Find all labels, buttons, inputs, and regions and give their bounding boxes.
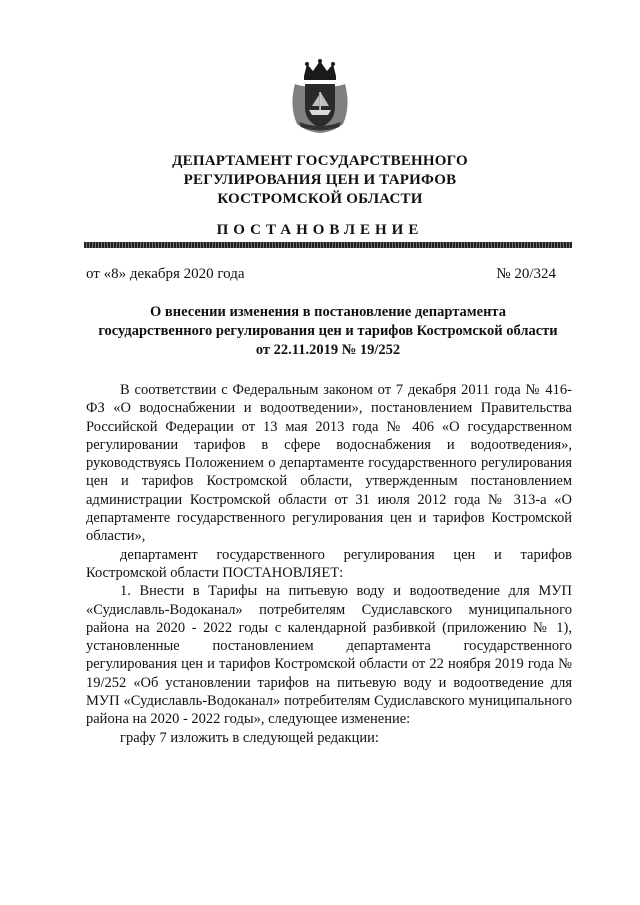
document-title-line-2: государственного регулирования цен и тарифов Костромской области <box>98 323 558 339</box>
document-title <box>84 303 572 360</box>
document-title-line-1: О внесении изменения в постановление департамента <box>150 304 506 320</box>
document-number: № 20/324 <box>496 266 556 282</box>
document-body <box>86 381 572 747</box>
document-title-line-3: от 22.11.2019 № 19/252 <box>255 342 401 358</box>
kostroma-coat-of-arms-icon <box>287 58 353 134</box>
document-date: от «8» декабря 2020 года <box>86 266 245 282</box>
document-type: ПОСТАНОВЛЕНИЕ <box>216 222 424 238</box>
body-paragraph-resolves: департамент государственного регулирования цен и тарифов Костромской области ПОСТАНОВЛЯЕТ: <box>86 546 572 581</box>
department-name-line-2: РЕГУЛИРОВАНИЯ ЦЕН И ТАРИФОВ <box>183 172 457 188</box>
body-paragraph-legal-basis: В соответствии с Федеральным законом от 7 декабря 2011 года № 416-ФЗ «О водоснабжении и водоотведении», постановлением Правительства Российской Федерации от 13 мая 2013 года № 406 «О государственном регулировании тарифов в сфере водоснабжения и водоотведения», руководствуясь Положением о департаменте государственного регулирования цен и тарифов Костромской области, утвержденным постановлением администрации Костромской области от 31 июля 2012 года № 313-а «О департаменте государственного регулирования цен и тарифов Костромской области», <box>86 382 572 545</box>
body-paragraph-column-7: графу 7 изложить в следующей редакции: <box>120 729 379 746</box>
header-divider <box>84 242 572 248</box>
department-name-line-3: КОСТРОМСКОЙ ОБЛАСТИ <box>217 191 423 207</box>
department-name-line-1: ДЕПАРТАМЕНТ ГОСУДАРСТВЕННОГО <box>172 153 468 169</box>
department-name <box>0 152 640 209</box>
body-paragraph-amendment: 1. Внести в Тарифы на питьевую воду и водоотведение для МУП «Судиславль-Водоканал» потребителям Судиславского муниципального района на 2020 - 2022 годы с календарной разбивкой (приложению № 1), установленные постановлением департамента государственного регулирования цен и тарифов Костромской области от 22 ноября 2019 года № 19/252 «Об установлении тарифов на питьевую воду и водоотведение для МУП «Судиславль-Водоканал» потребителям Судиславского муниципального района на 2020 - 2022 годы», следующее изменение: <box>86 583 572 728</box>
